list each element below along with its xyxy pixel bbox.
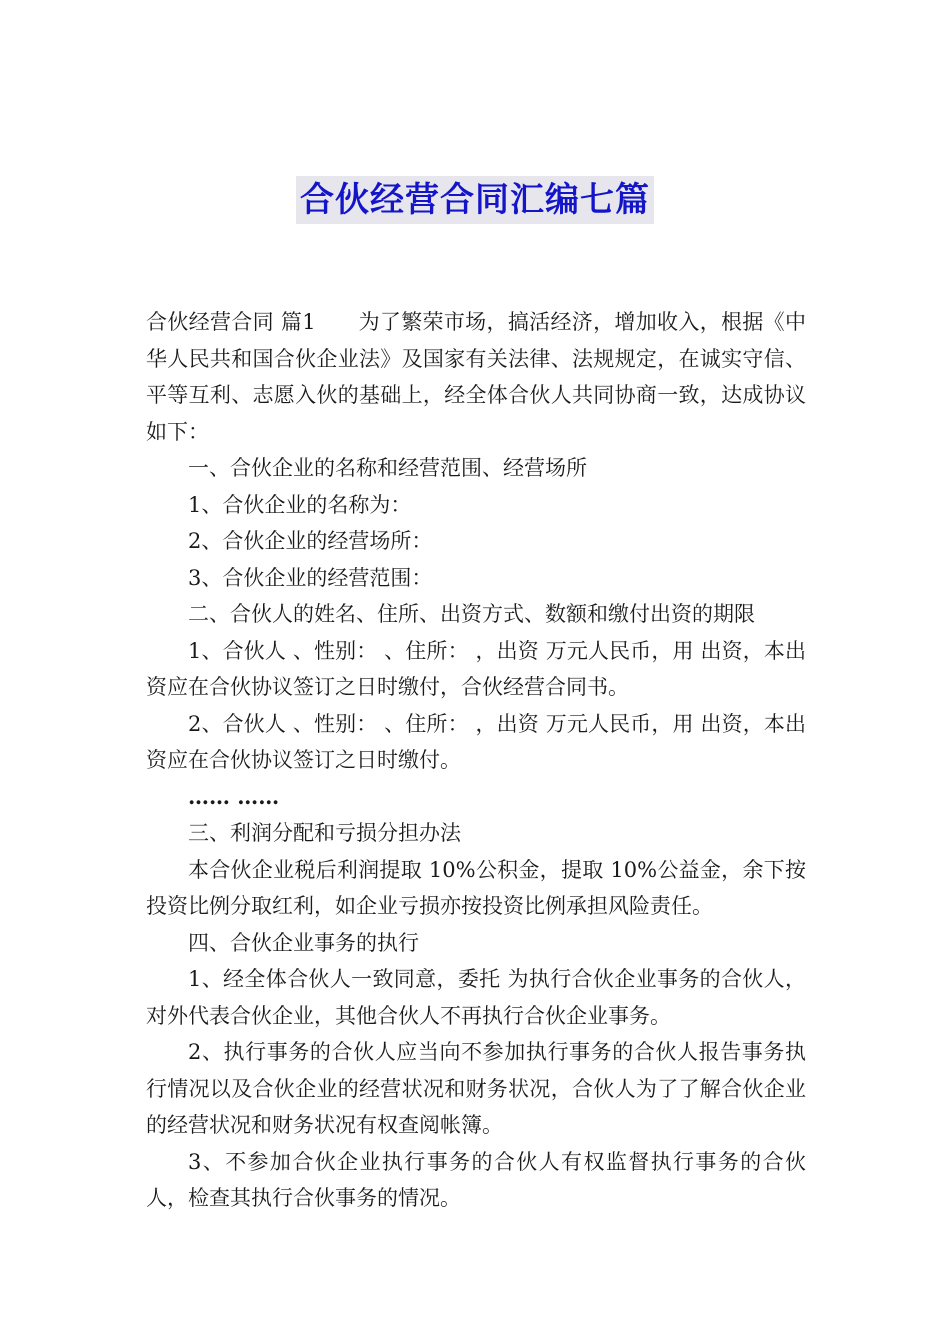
section-heading-2: 二、合伙人的姓名、住所、出资方式、数额和缴付出资的期限 xyxy=(188,602,755,626)
clause-paragraph: 1、经全体合伙人一致同意，委托 为执行合伙企业事务的合伙人，对外代表合伙企业，其他合伙人不再执行合伙企业事务。 xyxy=(146,967,806,1028)
document-title: 合伙经营合同汇编七篇 xyxy=(296,176,654,224)
section-heading-4: 四、合伙企业事务的执行 xyxy=(188,930,419,955)
clause-paragraph: 3、不参加合伙企业执行事务的合伙人有权监督执行事务的合伙人，检查其执行合伙事务的情况。 xyxy=(146,1149,806,1210)
clause-paragraph: 3、合伙企业的经营范围： xyxy=(188,565,433,590)
intro-paragraph: 合伙经营合同 篇1 为了繁荣市场，搞活经济，增加收入，根据《中华人民共和国合伙企业法》及国家有关法律、法规规定，在诚实守信、平等互利、志愿入伙的基础上，经全体合伙人共同协商一致，达成协议如下： xyxy=(146,310,806,444)
clause-paragraph: 2、合伙人 、性别： 、住所： ，出资 万元人民币，用 出资，本出资应在合伙协议签订之日时缴付。 xyxy=(146,711,806,772)
section-heading-3: 三、利润分配和亏损分担办法 xyxy=(188,821,461,845)
title-container xyxy=(0,176,950,224)
clause-paragraph: 本合伙企业税后利润提取 10%公积金，提取 10%公益金，余下按投资比例分取红利，如企业亏损亦按投资比例承担风险责任。 xyxy=(146,857,806,918)
ellipsis-line: …… …… xyxy=(188,783,280,809)
document-body xyxy=(146,304,806,1217)
clause-paragraph: 1、合伙企业的名称为： xyxy=(188,492,412,517)
clause-paragraph: 2、合伙企业的经营场所： xyxy=(188,529,433,553)
clause-paragraph: 2、执行事务的合伙人应当向不参加执行事务的合伙人报告事务执行情况以及合伙企业的经营状况和财务状况，合伙人为了了解合伙企业的经营状况和财务状况有权查阅帐簿。 xyxy=(146,1040,806,1137)
clause-paragraph: 1、合伙人 、性别： 、住所： ，出资 万元人民币，用 出资，本出资应在合伙协议签订之日时缴付，合伙经营合同书。 xyxy=(146,638,806,699)
section-heading-1: 一、合伙企业的名称和经营范围、经营场所 xyxy=(188,456,587,480)
